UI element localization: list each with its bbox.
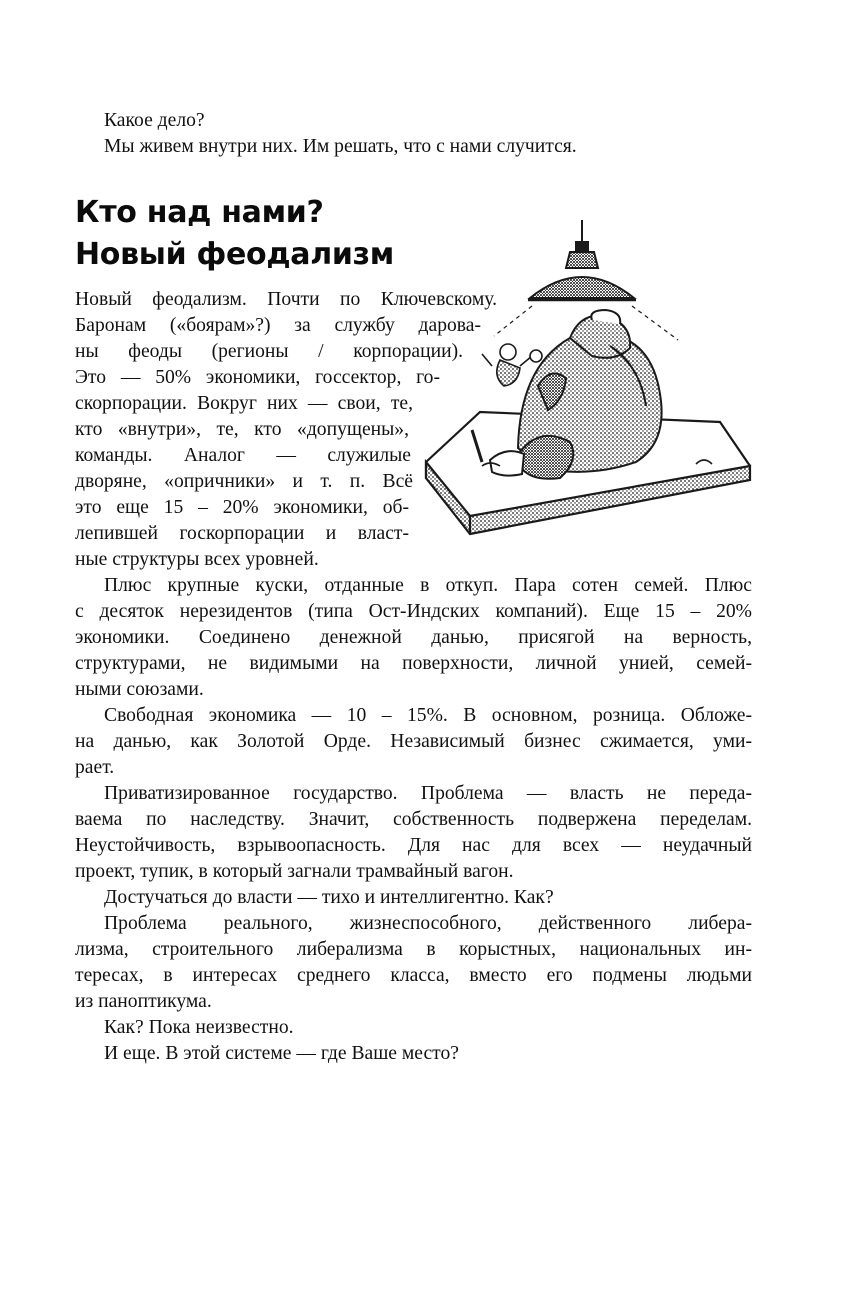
p3-line-2: ваема по наследству. Значит, собственность подвержена переделам. [75, 809, 752, 830]
wrapped-line-6: кто «внутри», те, кто «допущены», [75, 419, 409, 440]
p5-line-4: из паноптикума. [75, 991, 212, 1012]
p3-line-3: Неустойчивость, взрывоопасность. Для нас для всех — неудачный [75, 835, 752, 856]
wrapped-line-2: Баронам («боярам»?) за службу дарова- [75, 315, 481, 336]
seated-figure [472, 310, 662, 479]
p6-line-1: Как? Пока неизвестно. [104, 1017, 294, 1038]
wrapped-line-8: дворяне, «опричники» и т. п. Всё [75, 471, 413, 492]
wrapped-line-9: это еще 15 – 20% экономики, об- [75, 497, 409, 518]
section-title-line-2: Новый феодализм [75, 237, 394, 272]
wrapped-line-7: команды. Аналог — служилые [75, 445, 411, 466]
p1-line-1: Плюс крупные куски, отданные в откуп. Пара сотен семей. Плюс [104, 575, 752, 596]
p1-line-2: с десяток нерезидентов (типа Ост-Индских компаний). Еще 15 – 20% [75, 601, 752, 622]
p7-line-1: И еще. В этой системе — где Ваше место? [104, 1043, 459, 1064]
p5-line-3: тересах, в интересах среднего класса, вместо его подмены людьми [75, 965, 752, 986]
section-title-line-1: Кто над нами? [75, 195, 324, 230]
p2-line-3: рает. [75, 757, 115, 778]
p1-line-3: экономики. Соединено денежной данью, присягой на верность, [75, 627, 752, 648]
caricature-illustration-icon [420, 216, 756, 538]
p5-line-2: лизма, строительного либерализма в корыстных, национальных ин- [75, 939, 752, 960]
wrapped-line-1: Новый феодализм. Почти по Ключевскому. [75, 289, 497, 310]
p2-line-2: на данью, как Золотой Орде. Независимый бизнес сжимается, уми- [75, 731, 752, 752]
intro-line-2: Мы живем внутри них. Им решать, что с нами случится. [104, 136, 577, 157]
wrapped-line-3: ны феоды (регионы / корпорации). [75, 341, 463, 362]
p3-line-4: проект, тупик, в который загнали трамвайный вагон. [75, 861, 514, 882]
wrapped-line-11: ные структуры всех уровней. [75, 549, 319, 570]
p1-line-5: ными союзами. [75, 679, 204, 700]
wrapped-line-10: лепившей госкорпорации и власт- [75, 523, 409, 544]
p2-line-1: Свободная экономика — 10 – 15%. В основном, розница. Обложе- [104, 705, 752, 726]
intro-line-1: Какое дело? [104, 110, 205, 131]
p5-line-1: Проблема реального, жизнеспособного, действенного либера- [104, 913, 752, 934]
p3-line-1: Приватизированное государство. Проблема — власть не переда- [104, 783, 752, 804]
p4-line-1: Достучаться до власти — тихо и интеллигентно. Как? [104, 887, 554, 908]
wrapped-line-4: Это — 50% экономики, госсектор, го- [75, 367, 440, 388]
lamp [528, 220, 636, 300]
wrapped-line-5: скорпорации. Вокруг них — свои, те, [75, 393, 413, 414]
p1-line-4: структурами, не видимыми на поверхности, личной унией, семей- [75, 653, 752, 674]
